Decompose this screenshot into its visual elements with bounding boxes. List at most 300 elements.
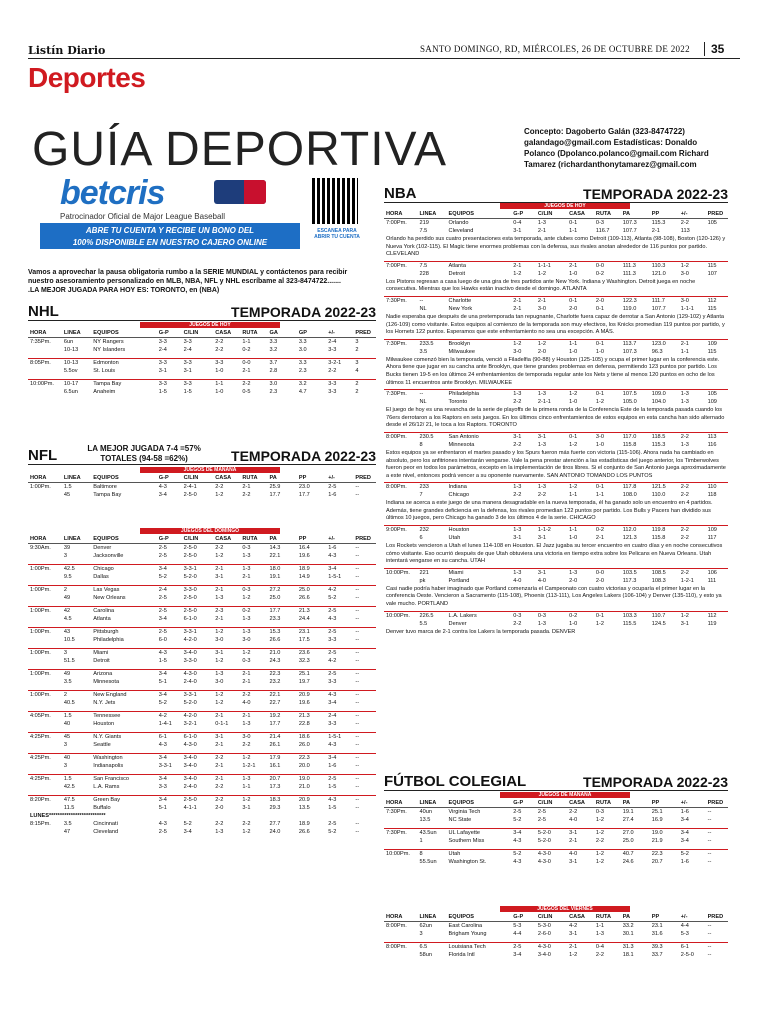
table-cell: 2-1 [569, 838, 578, 844]
table-cell: 3.5 [63, 679, 72, 685]
table-cell: 6-1 [157, 733, 182, 742]
team-name: NY Islanders [93, 347, 126, 353]
table-cell: 4-3 [328, 616, 337, 622]
table-cell: 4-3 [158, 742, 167, 748]
table-cell: -- [355, 784, 360, 790]
table-cell: 0-1 [567, 432, 594, 441]
ad-sponsor-text: Patrocinador Oficial de Major League Baseball [60, 212, 225, 221]
table-cell: 1-2 [215, 700, 224, 706]
table-cell: 2-5 [158, 595, 167, 601]
note-row [384, 313, 728, 339]
table-cell: 2-2 [679, 219, 706, 228]
table-cell: 21.4 [267, 733, 296, 742]
table-row [28, 691, 376, 700]
intro-line: Vamos a aprovechar la pausa obligatoria rumbo a la SERIE MUNDIAL y contáctenos para recibir [28, 269, 348, 276]
table-cell: 2-5-0 [183, 545, 197, 551]
table-cell: -- [353, 628, 376, 637]
best-play-record: LA MEJOR JUGADA 7-4 =57% [87, 444, 201, 453]
table-header-row [28, 474, 376, 483]
table-cell: -- [707, 859, 712, 865]
table-cell: 22.1 [267, 691, 296, 700]
table-cell: 111 [707, 577, 717, 584]
table-cell: 33.7 [651, 952, 663, 958]
table-cell: 3.2 [297, 380, 326, 389]
table-cell: 19.1 [622, 809, 634, 815]
table-cell: 2-2 [215, 484, 224, 490]
nba-games [384, 210, 728, 638]
table-cell: 1-3 [536, 483, 567, 492]
table-row [28, 380, 376, 389]
team-name: Anaheim [93, 389, 116, 395]
table-cell: 24.3 [269, 658, 281, 664]
table-cell: 112 [706, 611, 728, 620]
table-cell: 42.5 [63, 784, 75, 790]
table-cell: 109 [706, 526, 728, 535]
table-cell: 115.5 [622, 620, 637, 627]
column-header: LINEA [62, 535, 91, 544]
table-row [28, 783, 376, 791]
table-cell: 112.0 [621, 526, 650, 535]
table-cell: 2-2 [215, 339, 224, 345]
table-cell [28, 741, 62, 749]
table-cell: 113.7 [621, 339, 650, 348]
table-cell: 1-2 [679, 261, 706, 270]
table-cell: 1-3 [242, 721, 251, 727]
table-cell: 19.2 [267, 712, 296, 721]
table-cell: 3.2 [269, 347, 278, 353]
table-cell: 1.5 [62, 712, 91, 721]
table-cell: 121.3 [622, 535, 637, 542]
table-cell: 2-5-0 [182, 796, 214, 805]
table-cell: 2-0 [569, 577, 578, 584]
team-name: Orlando [447, 219, 512, 228]
table-row [28, 483, 376, 492]
column-header: PRED [353, 535, 376, 544]
table-cell: 109 [707, 399, 717, 406]
table-cell: -- [355, 658, 360, 664]
table-cell: 2-0 [215, 805, 224, 811]
table-cell: 1-1-2 [536, 526, 567, 535]
table-cell: 14.3 [269, 545, 281, 551]
table-cell: 31.6 [651, 931, 663, 937]
table-cell: 119.8 [650, 526, 679, 535]
table-cell: 2 [62, 586, 91, 595]
table-cell: 117.0 [621, 432, 650, 441]
game-analysis: Casi nadie podría haber imaginado que Portland comenzaría el Campeonato con cuatro victorias y ocuparía el primer lugar en la conferencia Oeste. Vencieron a Sacramento (115-108), Phoenix (113-111), Los Angeles Lakers (106-104) y Denver (135-110), y esto ya vale mucho. PORTLAND [386, 585, 722, 608]
table-cell: 6.5un [63, 389, 78, 395]
table-cell: 3-4 [158, 616, 167, 622]
table-cell: 3-1 [158, 368, 167, 374]
table-cell: 1-3 [511, 390, 536, 399]
table-cell: 1-6 [680, 809, 689, 815]
note-row [384, 235, 728, 261]
table-cell: 2-4-1 [183, 484, 197, 490]
note-row [384, 499, 728, 525]
team-name: NY Rangers [93, 339, 124, 345]
table-cell: 23.2 [269, 679, 281, 685]
table-cell: pk [419, 577, 426, 584]
table-cell: 17.7 [269, 492, 281, 498]
table-cell: 7:30Pm. [384, 296, 418, 305]
table-header-row [28, 535, 376, 544]
table-cell: 39 [63, 545, 71, 551]
column-header: LINEA [62, 474, 91, 483]
team-name: UL Lafayette [447, 829, 512, 838]
table-cell: 10-13 [62, 359, 91, 368]
table-cell: 2-1 [240, 712, 267, 721]
column-header: C/LIN [536, 913, 567, 922]
table-cell: 0-0 [594, 568, 621, 577]
table-cell: 1 [419, 838, 423, 844]
table-cell: 21.3 [297, 712, 326, 721]
table-cell: 1-3 [595, 931, 605, 937]
table-cell: 3.5 [63, 821, 72, 827]
table-cell: 4-0 [513, 577, 522, 584]
table-cell: 4:25Pm. [28, 775, 62, 784]
table-cell [28, 699, 62, 707]
team-name: San Antonio [447, 432, 512, 441]
table-cell: 3-3 [328, 637, 337, 643]
table-cell: 2-4-0 [183, 784, 197, 790]
table-cell: 2-2 [537, 492, 546, 499]
table-cell: 40.5 [63, 700, 75, 706]
team-name: Las Vegas [91, 586, 157, 595]
table-cell: -- [355, 763, 360, 769]
table-cell: 2-1 [215, 763, 224, 769]
table-cell: 25.1 [297, 670, 326, 679]
table-cell: 2-2 [680, 535, 689, 542]
table-cell: 5-2 [328, 829, 337, 835]
team-name: Denver [448, 620, 467, 627]
table-cell: 7:30Pm. [384, 339, 418, 348]
table-cell: 1-0 [595, 348, 605, 355]
table-cell: 6-1-0 [183, 616, 197, 622]
table-cell: 8:00Pm. [384, 943, 418, 952]
column-header: HORA [28, 329, 62, 338]
table-cell: 10:00Pm. [384, 850, 418, 859]
team-name: Green Bay [91, 796, 157, 805]
table-cell: -- [353, 796, 376, 805]
table-cell: 0-1-1 [215, 721, 229, 727]
intro-line: .LA MEJOR JUGADA PARA HOY ES: TORONTO, en (NBA) [28, 287, 220, 294]
table-row [384, 483, 728, 492]
column-header: LINEA [418, 913, 447, 922]
table-cell: 3-4 [680, 838, 689, 844]
table-cell: 119 [707, 620, 717, 627]
games-band: JUEGOS DEL DOMINGO [140, 528, 280, 534]
table-row [384, 219, 728, 228]
column-header: HORA [384, 210, 418, 219]
team-name: Tennessee [91, 712, 157, 721]
table-row [384, 305, 728, 313]
table-cell: 2-0 [594, 296, 621, 305]
team-name: Washington [91, 754, 157, 763]
column-header: GA [267, 329, 296, 338]
table-row [384, 808, 728, 817]
column-header: HORA [28, 474, 62, 483]
table-cell: 110.0 [651, 492, 666, 499]
table-cell: 0-1 [595, 305, 605, 312]
table-row [384, 858, 728, 866]
table-cell: 4-0 [537, 577, 546, 584]
table-cell: 2-0 [569, 305, 578, 312]
table-cell [28, 594, 62, 602]
table-cell: -- [353, 565, 376, 574]
table-row [28, 804, 376, 812]
table-cell: 51.5 [63, 658, 75, 664]
table-cell: 3-3-0 [183, 658, 197, 664]
table-cell: 6-1-0 [182, 733, 214, 742]
header-rule [28, 58, 740, 59]
table-cell: 6-1 [679, 943, 706, 952]
table-header-row [28, 329, 376, 338]
table-cell: 3-0 [242, 637, 251, 643]
table-cell: 18.1 [622, 952, 634, 958]
page-title: GUÍA DEPORTIVA [32, 123, 447, 176]
table-cell: -- [355, 805, 360, 811]
table-cell: 122.3 [621, 296, 650, 305]
column-header: RUTA [240, 474, 267, 483]
table-cell: 3-1 [569, 859, 578, 865]
team-name: N.Y. Giants [91, 733, 157, 742]
table-cell [384, 227, 418, 235]
section-title: Deportes [28, 62, 146, 93]
nba-header [384, 184, 728, 203]
note-row [384, 356, 728, 390]
table-cell: 108.5 [650, 568, 679, 577]
table-cell: 7.5 [419, 228, 428, 234]
table-cell: 3-3 [328, 389, 337, 395]
note-row [384, 449, 728, 483]
table-cell: 109 [706, 339, 728, 348]
column-header: G-P [157, 474, 182, 483]
table-cell: 2-1 [513, 305, 522, 312]
table-cell: -- [355, 616, 360, 622]
team-name: Pittsburgh [91, 628, 157, 637]
table-cell: 230.5 [418, 432, 447, 441]
table-cell: 1-4-1 [158, 721, 172, 727]
table-cell: 2-5-0 [182, 607, 214, 616]
table-cell [384, 491, 418, 499]
table-cell: 1-1 [680, 348, 689, 355]
table-cell: 3-1 [183, 368, 192, 374]
table-cell: 45 [62, 733, 91, 742]
table-row [384, 816, 728, 824]
table-cell: 3-2-1 [326, 359, 353, 368]
table-cell: 111.3 [621, 261, 650, 270]
table-cell: 3-4 [513, 952, 522, 958]
table-cell: 1-6 [328, 763, 337, 769]
table-cell: 1-2 [213, 628, 240, 637]
table-cell: 1:00Pm. [28, 649, 62, 658]
table-cell: 1-1 [567, 339, 594, 348]
qr-code-icon[interactable] [312, 178, 358, 224]
table-cell: 7:30Pm. [384, 829, 418, 838]
table-row [28, 754, 376, 763]
table-cell: 1-2 [595, 859, 605, 865]
table-cell: 2-2 [213, 796, 240, 805]
table-cell: 3-3 [326, 380, 353, 389]
table-cell: 0-4 [511, 219, 536, 228]
team-name: Toronto [448, 399, 468, 406]
table-cell: 3.0 [298, 347, 307, 353]
game-analysis: Estos equipos ya se enfrentaron el martes pasado y los Spurs fueron más fuerte con victoria (115-106). Ahora nada ha cambiado en absoluto, pero los anfitriones intentarán vengarse. Vale la pena prestar atención a las estadísticas del juego anterior, los Timberwolves fueron peor en todos los parámetros, excepto en la implementación de tiros libres. Si el conjunto de San Antonio juega aproximadamente a este nivel, entonces podrá vencer a su oponente nuevamente. SAN ANTONIO TOMANDO LOS PUNTOS [386, 449, 726, 479]
table-cell: 2-5 [157, 607, 182, 616]
table-cell: 17.9 [267, 754, 296, 763]
table-cell [28, 762, 62, 770]
team-name: Minnesota [93, 679, 120, 685]
table-cell: 55.5un [419, 859, 437, 865]
team-name: Virginia Tech [448, 809, 481, 815]
table-cell: 2-4 [183, 347, 192, 353]
table-row [28, 820, 376, 828]
table-cell: 110 [706, 483, 728, 492]
table-cell: 1-2 [679, 611, 706, 620]
table-cell: 3-1 [567, 829, 594, 838]
table-cell: 11.5 [63, 805, 75, 811]
table-cell: 3-1 [513, 228, 522, 234]
table-cell: 228 [419, 270, 429, 277]
table-cell: 3-4-0 [183, 763, 197, 769]
table-cell: 4-3-0 [536, 850, 567, 859]
table-cell: 0-1 [594, 339, 621, 348]
table-cell: 1:00Pm. [30, 484, 51, 490]
table-cell: 111.7 [650, 296, 679, 305]
table-cell: 2.3 [298, 368, 307, 374]
table-cell: 4-0 [567, 850, 594, 859]
table-cell [28, 573, 62, 581]
table-cell: 103.3 [621, 611, 650, 620]
table-cell: 47.5 [62, 796, 91, 805]
credit-line: Polanco (Dpolanco.polanco@gmail.com Richard [524, 149, 709, 158]
page-number: 35 [704, 42, 724, 56]
table-cell: 1-3 [680, 399, 689, 406]
table-cell: 2-2 [679, 483, 706, 492]
note-row [384, 406, 728, 432]
team-name: N.Y. Jets [93, 700, 116, 706]
table-row [384, 491, 728, 499]
table-cell: 2-0 [595, 577, 605, 584]
team-name: Detroit [448, 270, 466, 277]
table-cell: 2 [355, 347, 359, 353]
table-cell [384, 951, 418, 959]
table-cell: 7.5 [418, 261, 447, 270]
table-cell: 226.5 [418, 611, 447, 620]
table-cell: 58un [419, 952, 432, 958]
table-cell: 107.3 [621, 219, 650, 228]
table-cell: 4-3-0 [182, 670, 214, 679]
table-row [28, 712, 376, 721]
table-cell [384, 534, 418, 542]
table-cell: 19.1 [269, 574, 281, 580]
table-cell: 2-1 [215, 616, 224, 622]
table-cell: 19.0 [650, 829, 679, 838]
table-cell: 115.3 [650, 219, 679, 228]
table-cell [384, 577, 418, 585]
ad-banner[interactable] [40, 223, 300, 249]
team-name: Cleveland [448, 228, 474, 234]
table-cell: -- [418, 390, 447, 399]
table-cell: -- [355, 553, 360, 559]
column-header: CASA [567, 913, 594, 922]
table-cell: 2-5-0 [183, 595, 197, 601]
table-cell: 8 [419, 441, 423, 448]
table-cell: 5-2 [183, 821, 192, 827]
table-cell: 3-0 [594, 432, 621, 441]
game-analysis: Milwaukee comenzó bien la temporada, venció a Filadelfia (90-88) y Houston (125-105) y ocupa el primer lugar en la conferencia este. Ahora tiene que jugar en su cancha ante Brooklyn, que tiene grandes problemas en defensa, permitiendo 123 puntos por partido. Los Bucks tienen 19-5 en los últimos 24 enfrentamientos de temporada regular ante los Nets y tiene al menos 120 puntos en ocho de los últimos 11 encuentros ante Brooklyn. MILWAUKEE [386, 356, 720, 386]
ad-banner-line: ABRE TU CUENTA Y RECIBE UN BONO DEL [85, 226, 255, 235]
table-cell: 1:00Pm. [28, 607, 62, 616]
column-header: C/LIN [536, 799, 567, 808]
table-cell [384, 270, 418, 278]
table-cell: -- [353, 691, 376, 700]
table-row [384, 398, 728, 406]
table-cell: 0-3 [594, 219, 621, 228]
table-cell: 20.9 [297, 796, 326, 805]
table-cell: 2-5-0 [183, 553, 197, 559]
table-cell: 2-2 [595, 838, 605, 844]
table-cell: 0-3 [240, 586, 267, 595]
team-name: Brigham Young [448, 931, 487, 937]
team-name: St. Louis [93, 368, 116, 374]
table-cell: 8:00Pm. [384, 432, 418, 441]
team-name: Tampa Bay [93, 492, 122, 498]
table-cell: 2-1 [213, 586, 240, 595]
table-cell: -- [706, 850, 728, 859]
mlb-logo-icon [214, 180, 266, 204]
table-cell: 40 [63, 721, 71, 727]
table-cell: 16.9 [651, 817, 663, 823]
table-cell: 2-0 [537, 348, 546, 355]
table-row [28, 720, 376, 728]
table-cell: 2-5 [328, 821, 337, 827]
table-cell: 21.0 [267, 649, 296, 658]
table-cell: 1-3 [240, 628, 267, 637]
column-header: PRED [353, 329, 376, 338]
table-cell: 4:05Pm. [28, 712, 62, 721]
table-cell: 2-4 [158, 347, 167, 353]
column-header: PP [297, 474, 326, 483]
table-row [384, 534, 728, 542]
team-name: Detroit [93, 658, 110, 664]
table-cell: 2-5 [326, 649, 353, 658]
team-name: Utah [447, 850, 512, 859]
table-cell: NL [419, 399, 427, 406]
table-cell: -- [355, 545, 360, 551]
table-cell: 4-3 [326, 796, 353, 805]
table-cell: -- [418, 296, 447, 305]
table-cell: 1:00Pm. [28, 565, 62, 574]
table-cell: 1-2 [594, 850, 621, 859]
table-row [28, 796, 376, 805]
table-cell: 40.7 [621, 850, 650, 859]
team-name: Southern Miss [448, 838, 485, 844]
table-cell: -- [355, 492, 360, 498]
table-cell: 3-3 [158, 339, 167, 345]
table-cell: -- [355, 742, 360, 748]
table-cell: 42 [62, 607, 91, 616]
table-cell: 3.3 [297, 359, 326, 368]
game-analysis: El juego de hoy es una revancha de la serie de playoffs de la primera ronda de la Conferencia Este de la temporada pasada cuando los 76ers derrotaron a los Raptors en seis juegos. En los últimos cinco enfrentamientos de estos equipos en esta cancha han sido alternado desde el 26/12/ 21, le toca a los Raptors. TORONTO [386, 407, 725, 429]
table-cell: 1-0 [215, 368, 224, 374]
table-cell: 1-1 [567, 526, 594, 535]
table-cell: -- [353, 607, 376, 616]
table-cell: 1-0 [569, 270, 578, 277]
team-name: Jacksonville [93, 553, 124, 559]
table-cell: 3-1 [536, 432, 567, 441]
table-cell: 1-0 [569, 348, 578, 355]
table-cell: 5-2 [158, 700, 167, 706]
